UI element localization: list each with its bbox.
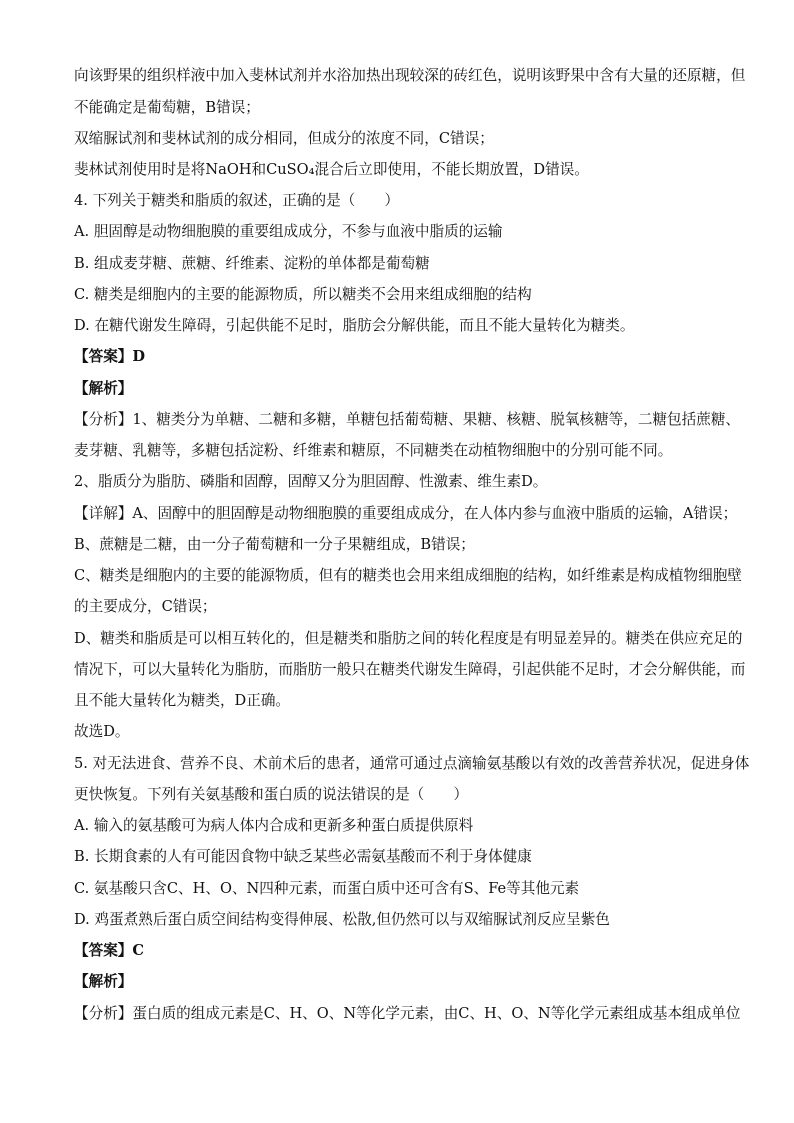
option-b: B. 长期食素的人有可能因食物中缺乏某些必需氨基酸而不利于身体健康 xyxy=(74,848,532,865)
question-5-stem-cont: 更快恢复。下列有关氨基酸和蛋白质的说法错误的是（ ） xyxy=(74,786,469,803)
text-line: 的主要成分，C错误； xyxy=(74,598,217,615)
analysis-heading: 【解析】 xyxy=(74,973,133,990)
text-line: 2、脂质分为脂肪、磷脂和固醇，固醇又分为胆固醇、性激素、维生素D。 xyxy=(74,473,548,490)
option-d: D. 在糖代谢发生障碍，引起供能不足时，脂肪会分解供能，而且不能大量转化为糖类。 xyxy=(74,317,635,334)
question-5-stem: 5. 对无法进食、营养不良、术前术后的患者，通常可通过点滴输氨基酸以有效的改善营养状况，促进身体 xyxy=(74,755,750,772)
text-line: 麦芽糖、乳糖等，多糖包括淀粉、纤维素和糖原，不同糖类在动植物细胞中的分别可能不同。 xyxy=(74,442,673,459)
text-line: 【详解】A、固醇中的胆固醇是动物细胞膜的重要组成成分，在人体内参与血液中脂质的运输，A错误； xyxy=(74,505,738,522)
analysis-heading: 【解析】 xyxy=(74,380,133,397)
option-d: D. 鸡蛋煮熟后蛋白质空间结构变得伸展、松散,但仍然可以与双缩脲试剂反应呈紫色 xyxy=(74,911,610,928)
text-line: 【分析】蛋白质的组成元素是C、H、O、N等化学元素，由C、H、O、N等化学元素组成基本组成单位 xyxy=(74,1005,741,1022)
text-line: D、糖类和脂质是可以相互转化的，但是糖类和脂肪之间的转化程度是有明显差异的。糖类在供应充足的 xyxy=(74,630,743,647)
answer-label: 【答案】D xyxy=(74,348,146,365)
option-a: A. 胆固醇是动物细胞膜的重要组成成分，不参与血液中脂质的运输 xyxy=(74,223,503,240)
option-a: A. 输入的氨基酸可为病人体内合成和更新多种蛋白质提供原料 xyxy=(74,817,474,834)
option-b: B. 组成麦芽糖、蔗糖、纤维素、淀粉的单体都是葡萄糖 xyxy=(74,255,430,272)
option-c: C. 氨基酸只含C、H、O、N四种元素，而蛋白质中还可含有S、Fe等其他元素 xyxy=(74,880,580,897)
text-line: 且不能大量转化为糖类，D正确。 xyxy=(74,692,291,709)
text-line: 情况下，可以大量转化为脂肪，而脂肪一般只在糖类代谢发生障碍，引起供能不足时，才会分解供能，而 xyxy=(74,661,746,678)
text-line: 不能确定是葡萄糖，B错误； xyxy=(74,99,260,116)
text-line: 斐林试剂使用时是将NaOH和CuSO₄混合后立即使用，不能长期放置，D错误。 xyxy=(74,161,589,178)
text-line: 双缩脲试剂和斐林试剂的成分相同，但成分的浓度不同，C错误； xyxy=(74,130,494,147)
question-4-stem: 4. 下列关于糖类和脂质的叙述，正确的是（ ） xyxy=(74,192,400,209)
text-line: 向该野果的组织样液中加入斐林试剂并水浴加热出现较深的砖红色，说明该野果中含有大量的还原糖，但 xyxy=(74,67,746,84)
text-line: 故选D。 xyxy=(74,723,130,740)
option-c: C. 糖类是细胞内的主要的能源物质，所以糖类不会用来组成细胞的结构 xyxy=(74,286,532,303)
text-line: 【分析】1、糖类分为单糖、二糖和多糖，单糖包括葡萄糖、果糖、核糖、脱氧核糖等，二糖包括蔗糖、 xyxy=(74,411,741,428)
text-line: C、糖类是细胞内的主要的能源物质，但有的糖类也会用来组成细胞的结构，如纤维素是构成植物细胞壁 xyxy=(74,567,742,584)
answer-label: 【答案】C xyxy=(74,942,144,959)
text-line: B、蔗糖是二糖，由一分子葡萄糖和一分子果糖组成，B错误； xyxy=(74,536,475,553)
